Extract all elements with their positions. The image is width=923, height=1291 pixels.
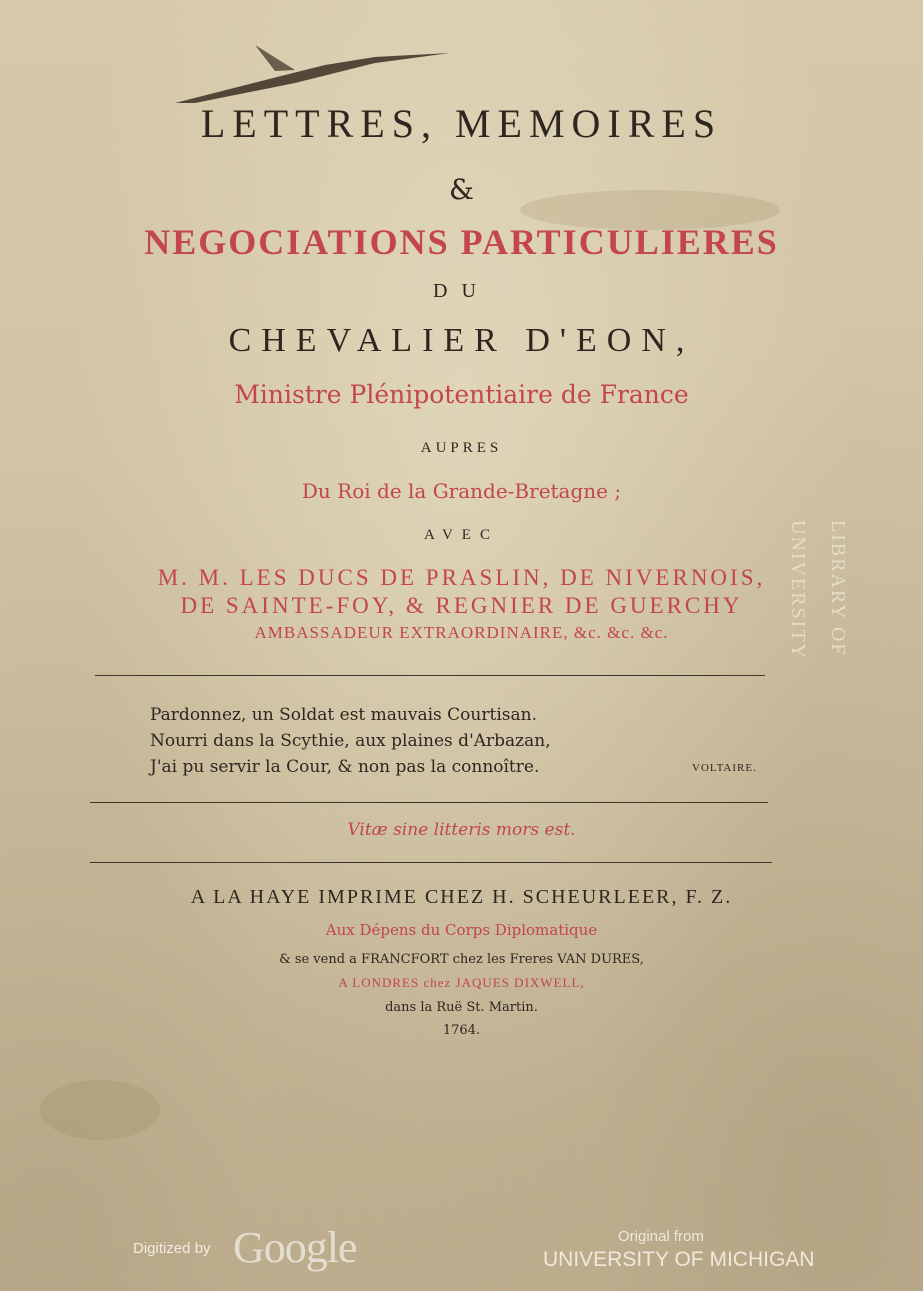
- motto-line: Vitæ sine litteris mors est.: [347, 820, 576, 840]
- title-line-negociations: NEGOCIATIONS PARTICULIERES: [144, 222, 779, 262]
- title-line-du: DU: [433, 280, 490, 302]
- library-stamp-left: UNIVERSITY: [787, 520, 809, 660]
- divider-rule: [90, 802, 768, 803]
- library-stamp-right: LIBRARY OF: [827, 520, 849, 657]
- year-line: 1764.: [442, 1023, 481, 1038]
- ducs-line-2: DE SAINTE-FOY, & REGNIER DE GUERCHY: [180, 593, 743, 618]
- londres-line: A LONDRES chez JAQUES DIXWELL,: [338, 975, 585, 990]
- ink-smudge-mark: [175, 45, 455, 105]
- rue-line: dans la Ruë St. Martin.: [385, 1000, 538, 1015]
- avec-line: AVEC: [424, 527, 499, 543]
- divider-rule: [95, 675, 765, 676]
- institution-label: UNIVERSITY OF MICHIGAN: [543, 1248, 815, 1271]
- paper-stain: [40, 1080, 160, 1140]
- divider-rule: [90, 862, 772, 863]
- ambassadeur-line: AMBASSADEUR EXTRAORDINAIRE, &c. &c. &c.: [254, 623, 669, 642]
- imprint-line: A LA HAYE IMPRIME CHEZ H. SCHEURLEER, F. Z.: [190, 886, 733, 908]
- title-line-lettres-memoires: LETTRES, MEMOIRES: [200, 101, 723, 146]
- ministre-line: Ministre Plénipotentiaire de France: [234, 380, 689, 409]
- digitized-by-label: Digitized by: [133, 1240, 211, 1257]
- du-roi-line: Du Roi de la Grande-Bretagne ;: [301, 479, 622, 503]
- original-from-label: Original from: [618, 1228, 704, 1245]
- epigraph-line-3: J'ai pu servir la Cour, & non pas la connoître.: [150, 757, 540, 777]
- google-logo: Google: [233, 1223, 357, 1272]
- epigraph-line-2: Nourri dans la Scythie, aux plaines d'Arbazan,: [150, 731, 551, 751]
- title-ampersand: &: [449, 173, 474, 206]
- ducs-line-1: M. M. LES DUCS DE PRASLIN, DE NIVERNOIS,: [157, 565, 766, 590]
- vend-line: & se vend a FRANCFORT chez les Freres VAN DURES,: [279, 952, 644, 967]
- epigraph-attribution: VOLTAIRE.: [692, 762, 757, 774]
- epigraph-line-1: Pardonnez, un Soldat est mauvais Courtisan.: [150, 705, 537, 725]
- title-line-chevalier: CHEVALIER D'EON,: [228, 322, 695, 359]
- aupres-line: AUPRES: [420, 440, 503, 456]
- depens-line: Aux Dépens du Corps Diplomatique: [325, 921, 598, 939]
